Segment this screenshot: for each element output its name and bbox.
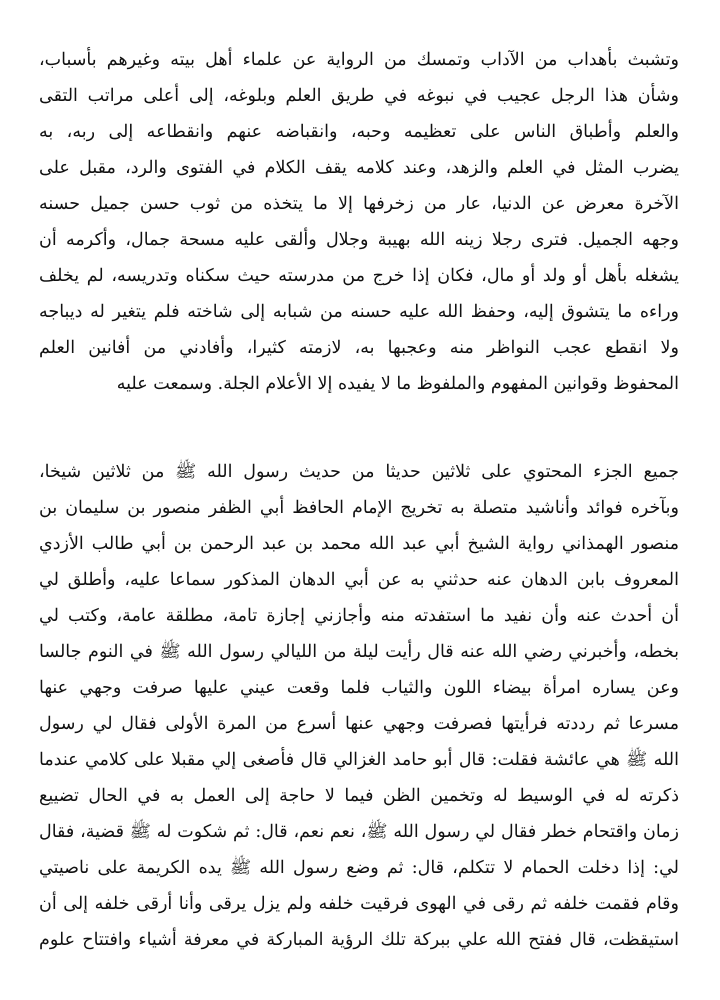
text-line: وبآخره فوائد وأناشيد متصلة به تخريج الإمام الحافظ أبي الظفر منصور بن سليمان بن — [39, 498, 679, 518]
paragraph-1 — [39, 42, 679, 402]
text-line: بخطه، وأخبرني رضي الله عنه قال رأيت ليلة من الليالي رسول الله ﷺ في النوم جالسا — [39, 642, 679, 662]
text-line: وعن يساره امرأة بيضاء اللون والثياب فلما وقعت عيني عليها صرفت وجهي عنها — [39, 678, 679, 698]
text-line: زمان واقتحام خطر فقال لي رسول الله ﷺ، نعم نعم، قال: ثم شكوت له ﷺ قضية، فقال — [39, 822, 679, 842]
text-line: المحفوظ وقوانين المفهوم والملفوظ ما لا يفيده إلا الأعلام الجلة. وسمعت عليه — [116, 374, 679, 394]
text-line: لي: إذا دخلت الحمام لا تتكلم، قال: ثم وضع رسول الله ﷺ يده الكريمة على ناصيتي — [39, 858, 679, 878]
text-line: يضرب المثل في العلم والزهد، وعند كلامه يقف الكلام في الفتوى والرد، مقبل على — [39, 158, 679, 178]
text-line: ذكرته له في الوسيط له وتخمين الظن فيما لا حاجة إلى العمل به في الحال تضييع — [39, 786, 679, 806]
text-line: وجهه الجميل. فترى رجلا زينه الله بهيبة وجلال وألقى عليه مسحة جمال، وأكرمه أن — [39, 230, 679, 250]
text-line: والعلم وأطباق الناس على تعظيمه وحبه، وانقباضه عنهم وانقطاعه إلى ربه، به — [39, 122, 679, 142]
text-line: الله ﷺ هي عائشة فقلت: قال أبو حامد الغزالي قال فأصغى إلي مقبلا على كلامي عندما — [39, 750, 679, 770]
text-line: المعروف بابن الدهان عنه حدثني به عن أبي الدهان المذكور سماعا عليه، وأطلق لي — [39, 570, 679, 590]
text-line: منصور الهمذاني رواية الشيخ أبي عبد الله محمد بن عبد الرحمن بن أبي طالب الأزدي — [39, 534, 679, 554]
text-line: وتشبث بأهداب من الآداب وتمسك من الرواية عن علماء أهل بيته وغيرهم بأسباب، — [39, 50, 679, 70]
text-line: أن أحدث عنه وأن نفيد ما استفدته منه وأجازني إجازة تامة، مطلقة عامة، وكتب لي — [39, 606, 679, 626]
text-line: جميع الجزء المحتوي على ثلاثين حديثا من حديث رسول الله ﷺ من ثلاثين شيخا، — [39, 462, 679, 482]
text-line: يشغله بأهل أو ولد أو مال، فكان إذا خرج من مدرسته حيث سكناه وتدريسه، لم يخلف — [39, 266, 679, 286]
text-line: وقام فقمت خلفه ثم رقى في الهوى فرقيت خلفه ولم يزل يرقى وأنا أرقى خلفه إلى أن — [39, 894, 679, 914]
text-line: ولا انقطع عجب النواظر منه وعجبها به، لازمته كثيرا، وأفادني من أفانين العلم — [39, 338, 679, 358]
text-line: استيقظت، قال ففتح الله علي ببركة تلك الرؤية المباركة في معرفة أشياء وافتتاح علوم — [39, 930, 679, 950]
text-line: مسرعا ثم رددته فرأيتها فصرفت وجهي عنها أسرع من المرة الأولى فقال لي رسول — [39, 714, 679, 734]
text-line: الآخرة معرض عن الدنيا، عار من زخرفها إلا ما يتخذه من ثوب حسن جميل حسنه — [39, 194, 679, 214]
paragraph-2 — [39, 454, 679, 958]
text-line: وراءه ما يتشوق إليه، وحفظ الله عليه حسنه من شبابه إلى شاخته فلم يتغير له ديباجه — [39, 302, 679, 322]
text-line: وشأن هذا الرجل عجيب في نبوغه في طريق العلم وبلوغه، إلى أعلى مراتب التقى — [39, 86, 679, 106]
